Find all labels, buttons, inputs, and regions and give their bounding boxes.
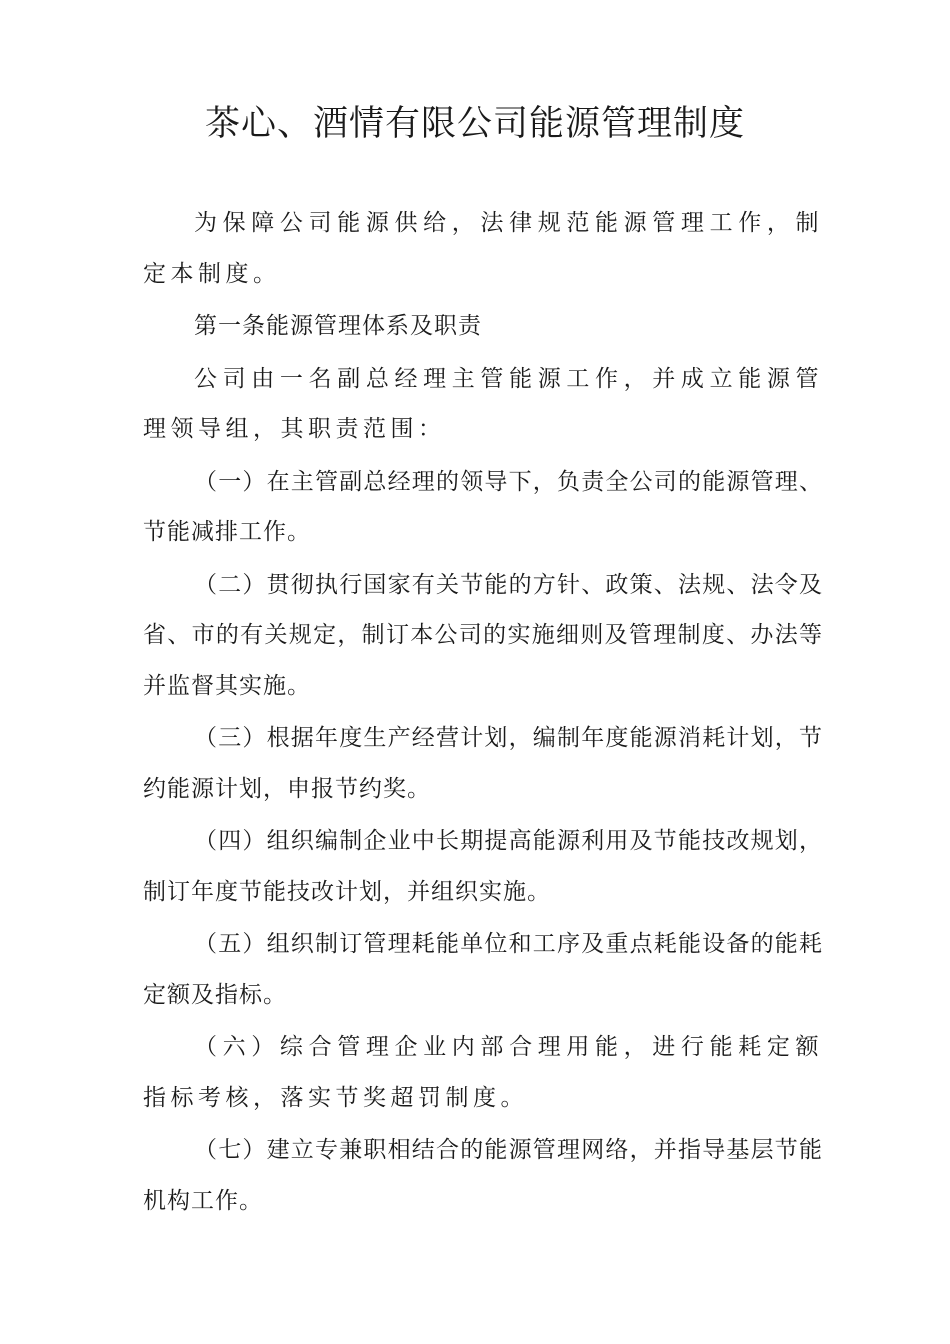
item-2-paragraph: （二）贯彻执行国家有关节能的方针、政策、法规、法令及省、市的有关规定，制订本公司的实施细则及管理制度、办法等并监督其实施。 — [143, 571, 823, 699]
article-1-heading: 第一条能源管理体系及职责 — [194, 313, 482, 339]
item-5-paragraph: （五）组织制订管理耗能单位和工序及重点耗能设备的能耗定额及指标。 — [143, 931, 823, 1008]
item-7-paragraph: （七）建立专兼职相结合的能源管理网络，并指导基层节能机构工作。 — [143, 1137, 823, 1214]
intro-paragraph: 为保障公司能源供给，法律规范能源管理工作，制定本制度。 — [143, 210, 823, 287]
article-1-paragraph: 公司由一名副总经理主管能源工作，并成立能源管理领导组，其职责范围： — [143, 365, 823, 442]
document-title: 茶心、酒情有限公司能源管理制度 — [204, 104, 745, 144]
document-body — [143, 198, 823, 1228]
item-1-paragraph: （一）在主管副总经理的领导下，负责全公司的能源管理、节能减排工作。 — [143, 468, 823, 545]
item-3-paragraph: （三）根据年度生产经营计划，编制年度能源消耗计划，节约能源计划，申报节约奖。 — [143, 725, 823, 802]
item-6-paragraph: （六）综合管理企业内部合理用能，进行能耗定额指标考核，落实节奖超罚制度。 — [143, 1034, 823, 1111]
item-4-paragraph: （四）组织编制企业中长期提高能源利用及节能技改规划，制订年度节能技改计划，并组织实施。 — [143, 828, 823, 905]
